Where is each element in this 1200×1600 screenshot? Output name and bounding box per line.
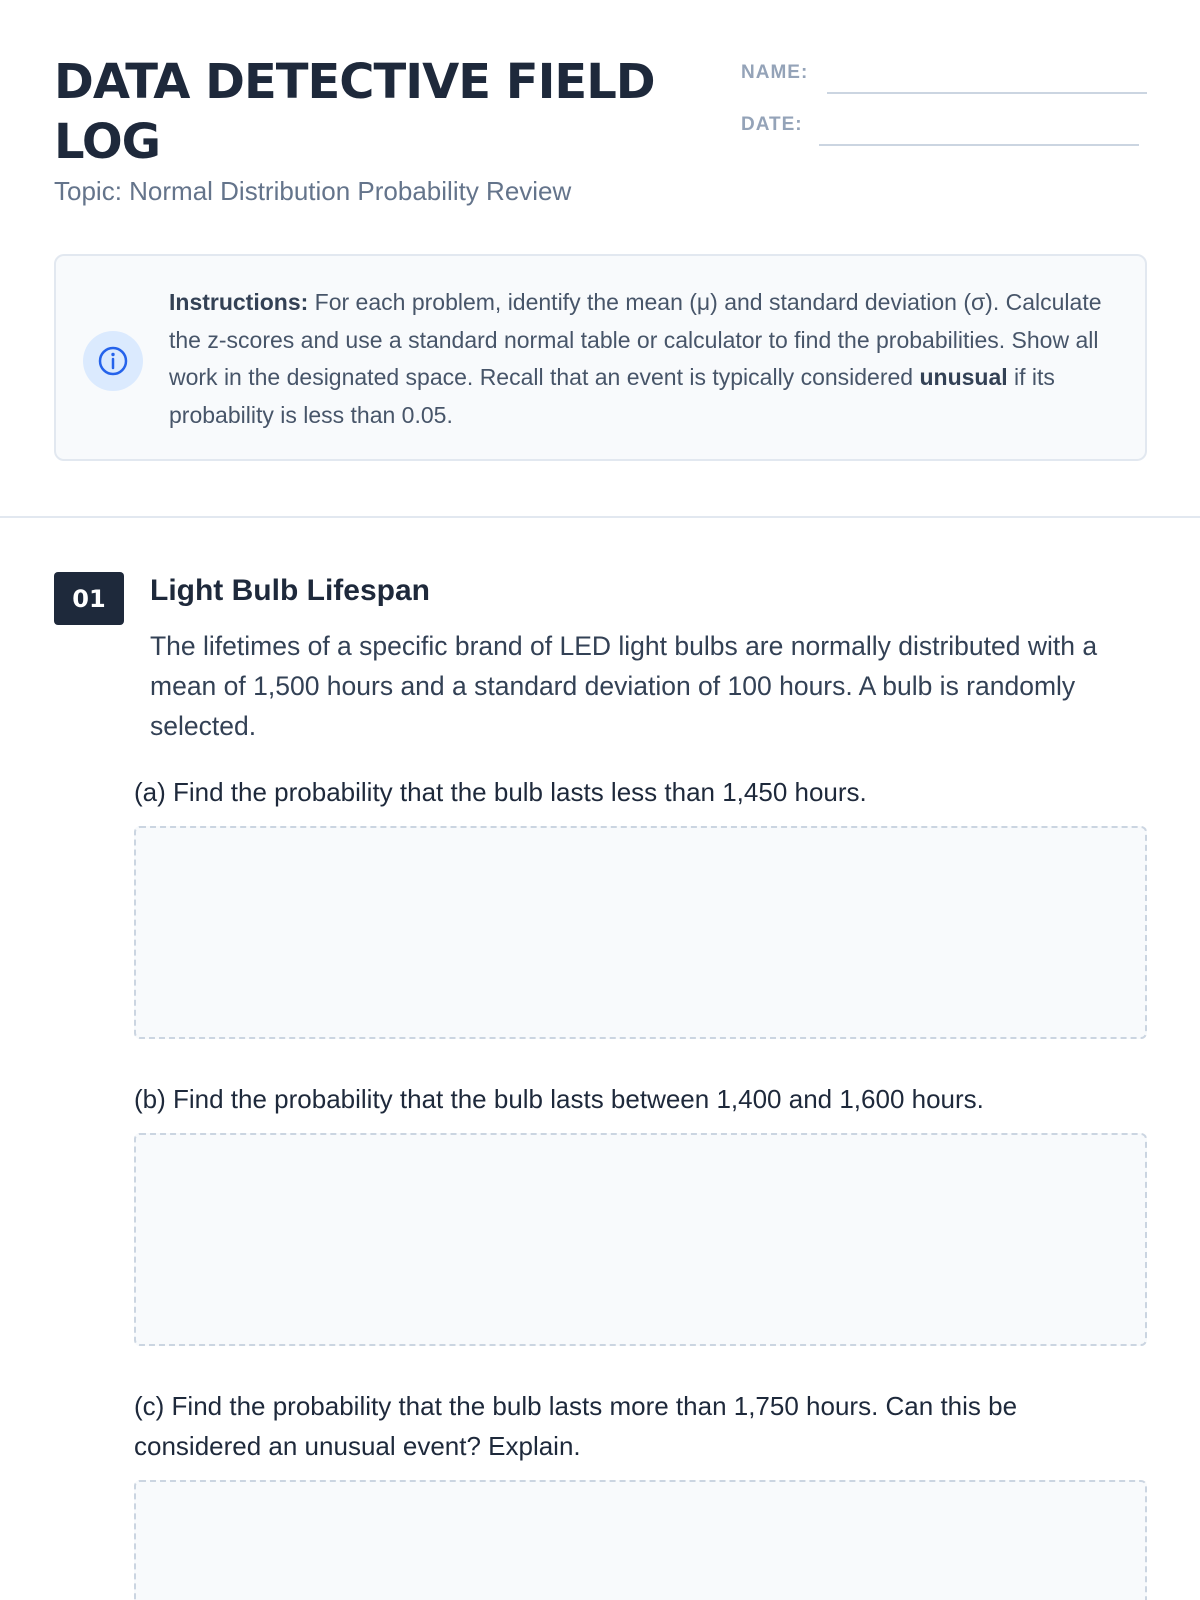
answer-box-b[interactable]	[134, 1133, 1147, 1346]
problem-number-badge: 01	[54, 572, 124, 625]
problem-description: The lifetimes of a specific brand of LED light bulbs are normally distributed with a mean of 1,500 hours and a standard deviation of 100 hours. A bulb is randomly selected.	[150, 631, 1098, 741]
section-divider	[0, 516, 1200, 518]
date-field	[741, 104, 1139, 144]
problem-title: Light Bulb Lifespan	[150, 574, 430, 607]
instructions-text	[169, 284, 1119, 434]
instructions-box	[54, 254, 1147, 461]
date-label: DATE:	[741, 114, 803, 135]
instructions-emphasis: unusual	[919, 364, 1008, 390]
question-b: (b) Find the probability that the bulb lasts between 1,400 and 1,600 hours.	[134, 1084, 984, 1114]
instructions-body: For each problem, identify the mean (μ) and standard deviation (σ). Calculate the z-scores and use a standard normal table or calculator to find the probabilities. Show all work in the designated space. Recall that an event is typically considered	[169, 289, 1102, 390]
question-c: (c) Find the probability that the bulb lasts more than 1,750 hours. Can this be considered an unusual event? Explain.	[134, 1391, 1018, 1461]
name-field	[741, 52, 1147, 92]
date-line[interactable]	[819, 144, 1139, 146]
instructions-lead: Instructions:	[169, 289, 309, 315]
name-label: NAME:	[741, 62, 809, 83]
worksheet-header	[54, 52, 1147, 212]
topic-subtitle: Topic: Normal Distribution Probability Review	[54, 176, 572, 206]
page-title: DATA DETECTIVE FIELD LOG	[54, 54, 655, 170]
info-icon	[83, 331, 143, 391]
question-a: (a) Find the probability that the bulb lasts less than 1,450 hours.	[134, 777, 867, 807]
name-line[interactable]	[827, 92, 1147, 94]
answer-box-a[interactable]	[134, 826, 1147, 1039]
instructions-tail: if its probability is less than 0.05.	[169, 364, 1055, 428]
answer-box-c[interactable]	[134, 1480, 1147, 1600]
